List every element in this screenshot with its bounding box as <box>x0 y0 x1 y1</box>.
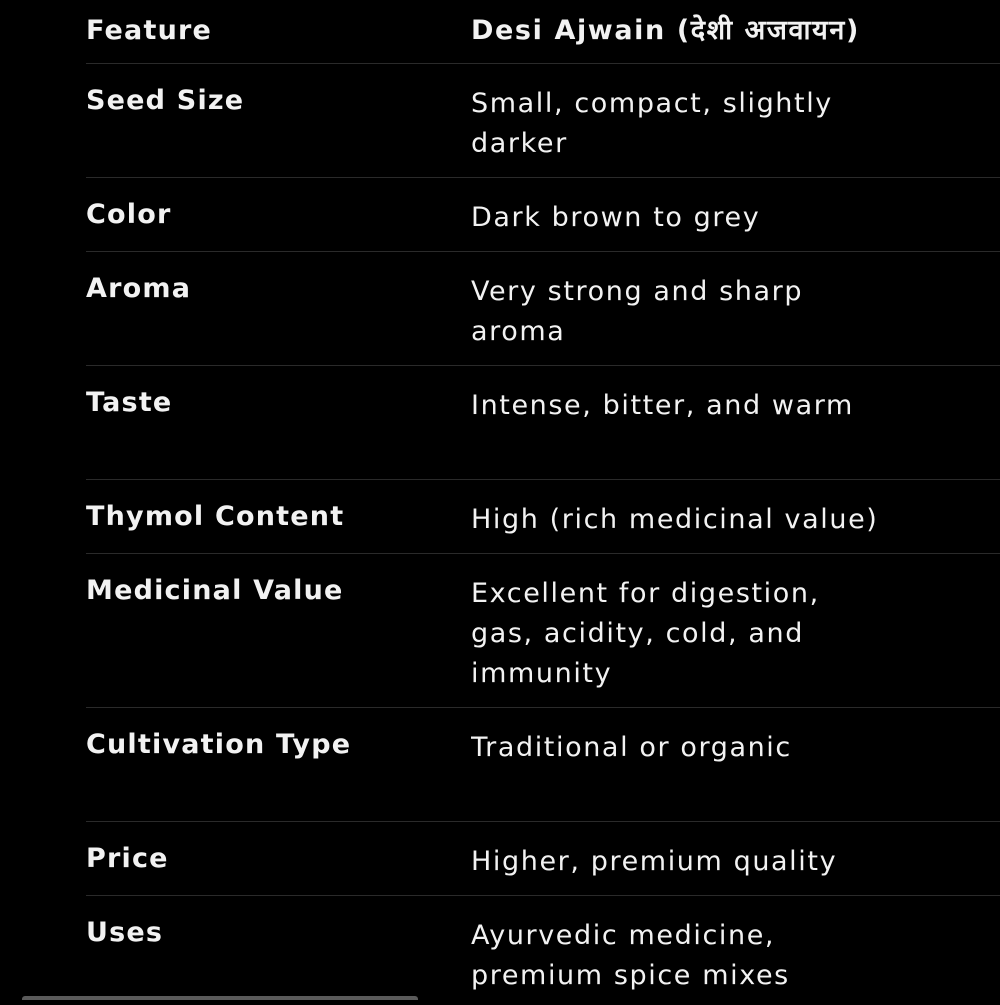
row-feature-label: Cultivation Type <box>86 729 352 760</box>
comparison-table <box>86 0 1000 1005</box>
row-feature-label: Thymol Content <box>86 501 345 532</box>
row-value: Traditional or organic <box>471 732 792 763</box>
row-value: Dark brown to grey <box>471 202 761 233</box>
table-row <box>86 365 1000 479</box>
row-feature-label: Taste <box>86 387 173 418</box>
row-feature-label: Price <box>86 843 169 874</box>
horizontal-scrollbar[interactable] <box>22 996 418 1000</box>
header-desi-ajwain: Desi Ajwain (देशी अजवायन) <box>471 15 860 46</box>
row-value: Excellent for digestion, gas, acidity, cold, and immunity <box>471 578 820 689</box>
row-feature-label: Color <box>86 199 172 230</box>
table-header-row <box>86 0 1000 63</box>
row-value: Intense, bitter, and warm <box>471 390 854 421</box>
table-row <box>86 895 1000 1005</box>
row-feature-label: Seed Size <box>86 85 245 116</box>
table-row <box>86 251 1000 365</box>
table-row <box>86 553 1000 707</box>
row-feature-label: Uses <box>86 917 164 948</box>
row-feature-label: Aroma <box>86 273 192 304</box>
table-row <box>86 707 1000 821</box>
row-value: Ayurvedic medicine, premium spice mixes <box>471 920 790 991</box>
row-value: High (rich medicinal value) <box>471 504 879 535</box>
header-feature: Feature <box>86 15 213 46</box>
row-feature-label: Medicinal Value <box>86 575 344 606</box>
row-value: Very strong and sharp aroma <box>471 276 804 347</box>
table-row <box>86 63 1000 177</box>
table-row <box>86 821 1000 895</box>
table-row <box>86 177 1000 251</box>
table-row <box>86 479 1000 553</box>
row-value: Small, compact, slightly darker <box>471 88 833 159</box>
row-value: Higher, premium quality <box>471 846 838 877</box>
